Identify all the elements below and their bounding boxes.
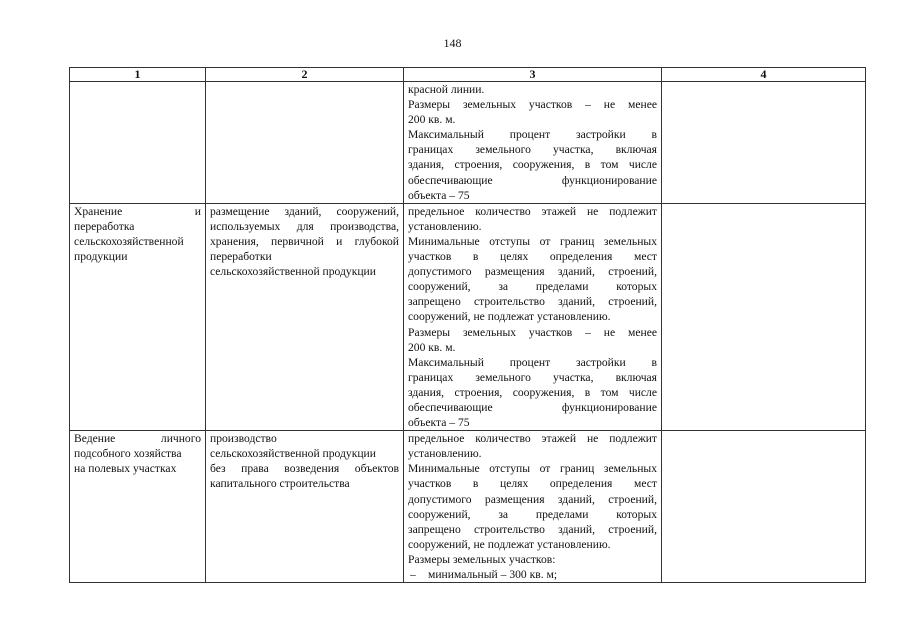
parameters-cell (404, 431, 662, 583)
table-header-row (70, 68, 866, 82)
cell-text-line: сельскохозяйственной продукции (210, 447, 376, 461)
list-item-text: минимальный – 300 кв. м; (428, 568, 558, 581)
use-type-cell (70, 82, 206, 204)
cell-text-line: используемых для производства, (210, 219, 399, 233)
cell-text-line: размещение зданий, сооружений, (210, 204, 399, 218)
cell-text-line: участков в целях определения мест (408, 250, 657, 264)
cell-text-line: Ведение личного (74, 432, 201, 446)
cell-text-line: объекта – 75 (408, 416, 470, 430)
cell-text-line: продукции (74, 250, 128, 264)
page-number: 148 (443, 36, 462, 50)
cell-text-line: на полевых участках (74, 462, 177, 476)
notes-cell (662, 431, 866, 583)
column-header-2: 2 (206, 68, 404, 82)
cell-text-line: без права возведения объектов (210, 462, 399, 476)
table-row (70, 82, 866, 204)
cell-text-line: границах земельного участка, включая (408, 370, 657, 384)
cell-text-line: сельскохозяйственной продукции (210, 265, 376, 279)
column-header-4: 4 (662, 68, 866, 82)
use-type-cell (70, 203, 206, 430)
cell-text-line: капитального строительства (210, 477, 350, 491)
notes-cell (662, 203, 866, 430)
cell-text-line: Минимальные отступы от границ земельных (408, 234, 657, 248)
cell-text-line: Минимальные отступы от границ земельных (408, 462, 657, 476)
cell-text-line: сооружений, за пределами которых (408, 280, 657, 294)
cell-text-line: запрещено строительство зданий, строений, (408, 522, 657, 536)
cell-text-line: установлению. (408, 447, 482, 461)
cell-text-line: Максимальный процент застройки в (408, 355, 657, 369)
land-use-table (69, 67, 866, 583)
cell-text-line: границах земельного участка, включая (408, 143, 657, 157)
parameters-cell (404, 82, 662, 204)
cell-text-line: переработка (74, 219, 135, 233)
table-row (70, 431, 866, 583)
cell-text-line: сельскохозяйственной (74, 234, 184, 248)
table-row (70, 203, 866, 430)
cell-text-line: Размеры земельных участков – не менее (408, 98, 657, 112)
cell-text-line: переработки (210, 250, 272, 264)
cell-text-line: предельное количество этажей не подлежит (408, 204, 657, 218)
cell-text-line: сооружений, не подлежат установлению. (408, 310, 611, 324)
cell-text-line: сооружений, за пределами которых (408, 507, 657, 521)
cell-text-line: красной линии. (408, 83, 485, 96)
cell-text-line: Хранение и (74, 204, 201, 218)
cell-text-line: здания, строения, сооружения, в том числе (408, 158, 657, 172)
description-cell (206, 203, 404, 430)
description-cell (206, 82, 404, 204)
cell-text-line: объекта – 75 (408, 188, 470, 202)
cell-text-line: Максимальный процент застройки в (408, 128, 657, 142)
use-type-cell (70, 431, 206, 583)
cell-text-line: предельное количество этажей не подлежит (408, 432, 657, 446)
cell-text-line: запрещено строительство зданий, строений, (408, 295, 657, 309)
list-dash: – (410, 568, 416, 581)
notes-cell (662, 82, 866, 204)
cell-text-line: Размеры земельных участков – не менее (408, 325, 657, 339)
cell-text-line: 200 кв. м. (408, 113, 456, 127)
cell-text-line: подсобного хозяйства (74, 447, 182, 461)
cell-text-line: хранения, первичной и глубокой (210, 234, 399, 248)
cell-text-line: обеспечивающие функционирование (408, 173, 657, 187)
cell-text-line: допустимого размещения зданий, строений, (408, 265, 657, 279)
cell-text-line: производство (210, 432, 277, 446)
description-cell (206, 431, 404, 583)
cell-text-line: сооружений, не подлежат установлению. (408, 537, 611, 551)
list-item (408, 567, 657, 582)
cell-text-line: участков в целях определения мест (408, 477, 657, 491)
cell-text-line: 200 кв. м. (408, 340, 456, 354)
parameters-cell (404, 203, 662, 430)
cell-text-line: установлению. (408, 219, 482, 233)
column-header-1: 1 (70, 68, 206, 82)
column-header-3: 3 (404, 68, 662, 82)
cell-text-line: обеспечивающие функционирование (408, 400, 657, 414)
cell-text-line: допустимого размещения зданий, строений, (408, 492, 657, 506)
cell-text-line: Размеры земельных участков: (408, 552, 556, 566)
cell-text-line: здания, строения, сооружения, в том числе (408, 385, 657, 399)
